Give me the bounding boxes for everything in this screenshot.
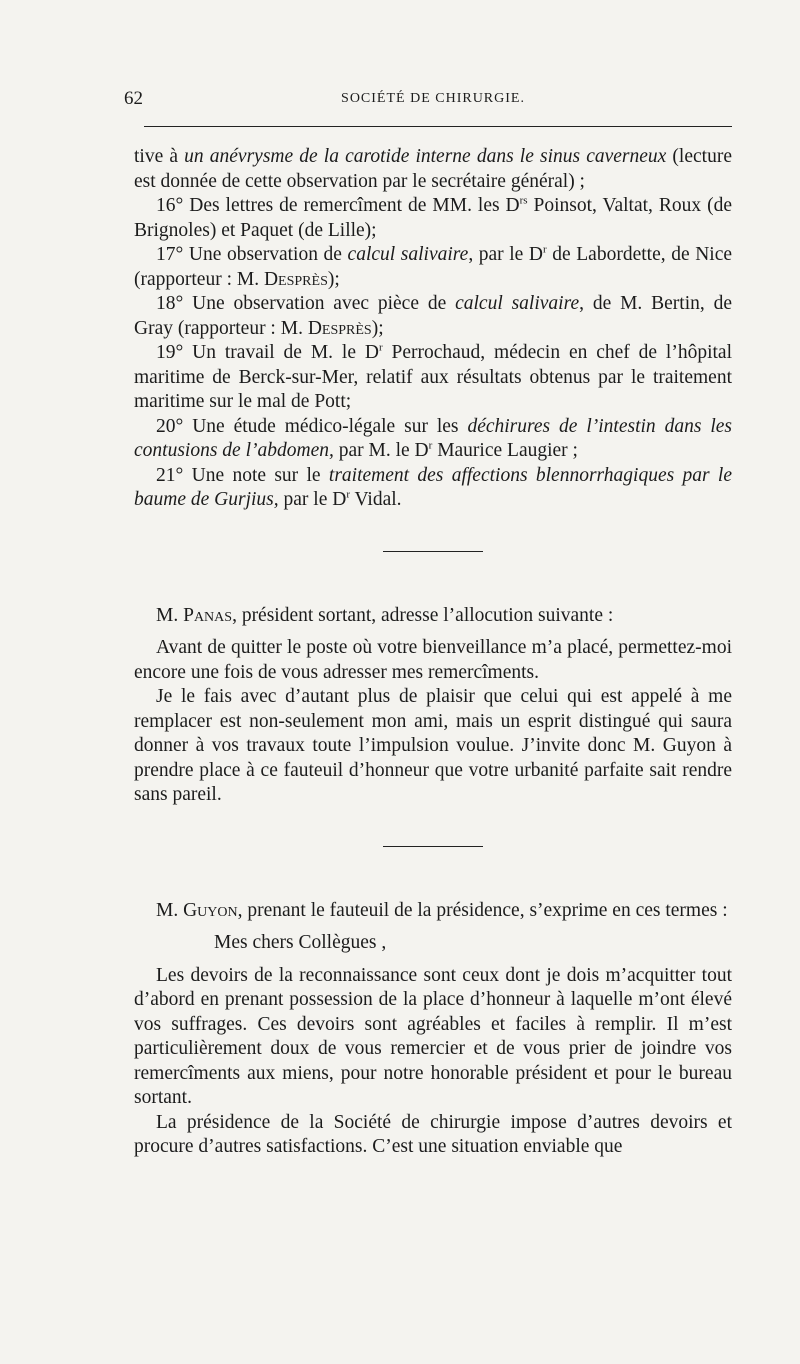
- item-21: 21° Une note sur le traitement des affections blennorrhagiques par le baume de Gurjius, par le $D^r$ Vidal.: [134, 464, 733, 510]
- salutation: Mes chers Collègues ,: [214, 932, 387, 953]
- item-15-continuation: tive à un anévrysme de la carotide interne dans le sinus caverneux (lecture est donnée de cette observation par le secrétaire général) ;: [134, 146, 732, 192]
- guyon-paragraph: La présidence de la Société de chirurgie impose d’autres devoirs et procure d’autres satisfactions. C’est une situation enviable que: [134, 1111, 732, 1157]
- body-text: [134, 145, 732, 1160]
- item-17: 17° Une observation de calcul salivaire, par le $D^r$ de Labordette, de Nice (rapporteur : M. Desprès);: [134, 243, 733, 290]
- panas-intro: M. Panas, président sortant, adresse l’allocution suivante :: [156, 604, 614, 626]
- guyon-paragraph: Les devoirs de la reconnaissance sont ceux dont je dois m’acquitter tout d’abord en prenant possession de la place d’honneur à laquelle m’ont élevé vos suffrages. Ces devoirs sont agréables et faciles à remplir. Il m’est particulièrement doux de vous remercier et de vous prier de joindre vos remercîments aux miens, pour notre honorable président et pour le bureau sortant.: [134, 964, 732, 1108]
- item-16: 16° Des lettres de remercîment de MM. les $D^{rs}$ Poinsot, Valtat, Roux (de Brignoles) et Paquet (de Lille);: [134, 194, 732, 241]
- book-page: [124, 82, 733, 1157]
- guyon-intro: M. Guyon, prenant le fauteuil de la présidence, s’exprime en ces termes :: [156, 899, 728, 921]
- running-title: SOCIÉTÉ DE CHIRURGIE.: [341, 91, 525, 106]
- header-rule: [144, 126, 732, 127]
- running-head: [124, 82, 732, 109]
- item-20: 20° Une étude médico-légale sur les déchirures de l’intestin dans les contusions de l’abdomen, par M. le $D^r$ Maurice Laugier ;: [134, 415, 732, 461]
- item-19: 19° Un travail de M. le $D^r$ Perrochaud, médecin en chef de l’hôpital maritime de Berck-sur-Mer, relatif aux résultats obtenus par le traitement maritime sur le mal de Pott;: [134, 341, 732, 412]
- page-number: 62: [124, 88, 143, 109]
- panas-paragraph: Avant de quitter le poste où votre bienveillance m’a placé, permettez-moi encore une fois de vous adresser mes remercîments.: [134, 637, 732, 683]
- panas-paragraph: Je le fais avec d’autant plus de plaisir que celui qui est appelé à me remplacer est non-seulement mon ami, mais un esprit distingué qui saura donner à vos travaux toute l’impulsion voulue. J’invite donc M. Guyon à prendre place à ce fauteuil d’honneur que votre urbanité parfaite sait rendre sans pareil.: [134, 686, 732, 805]
- item-18: 18° Une observation avec pièce de calcul salivaire, de M. Bertin, de Gray (rapporteur : M. Desprès);: [134, 293, 732, 339]
